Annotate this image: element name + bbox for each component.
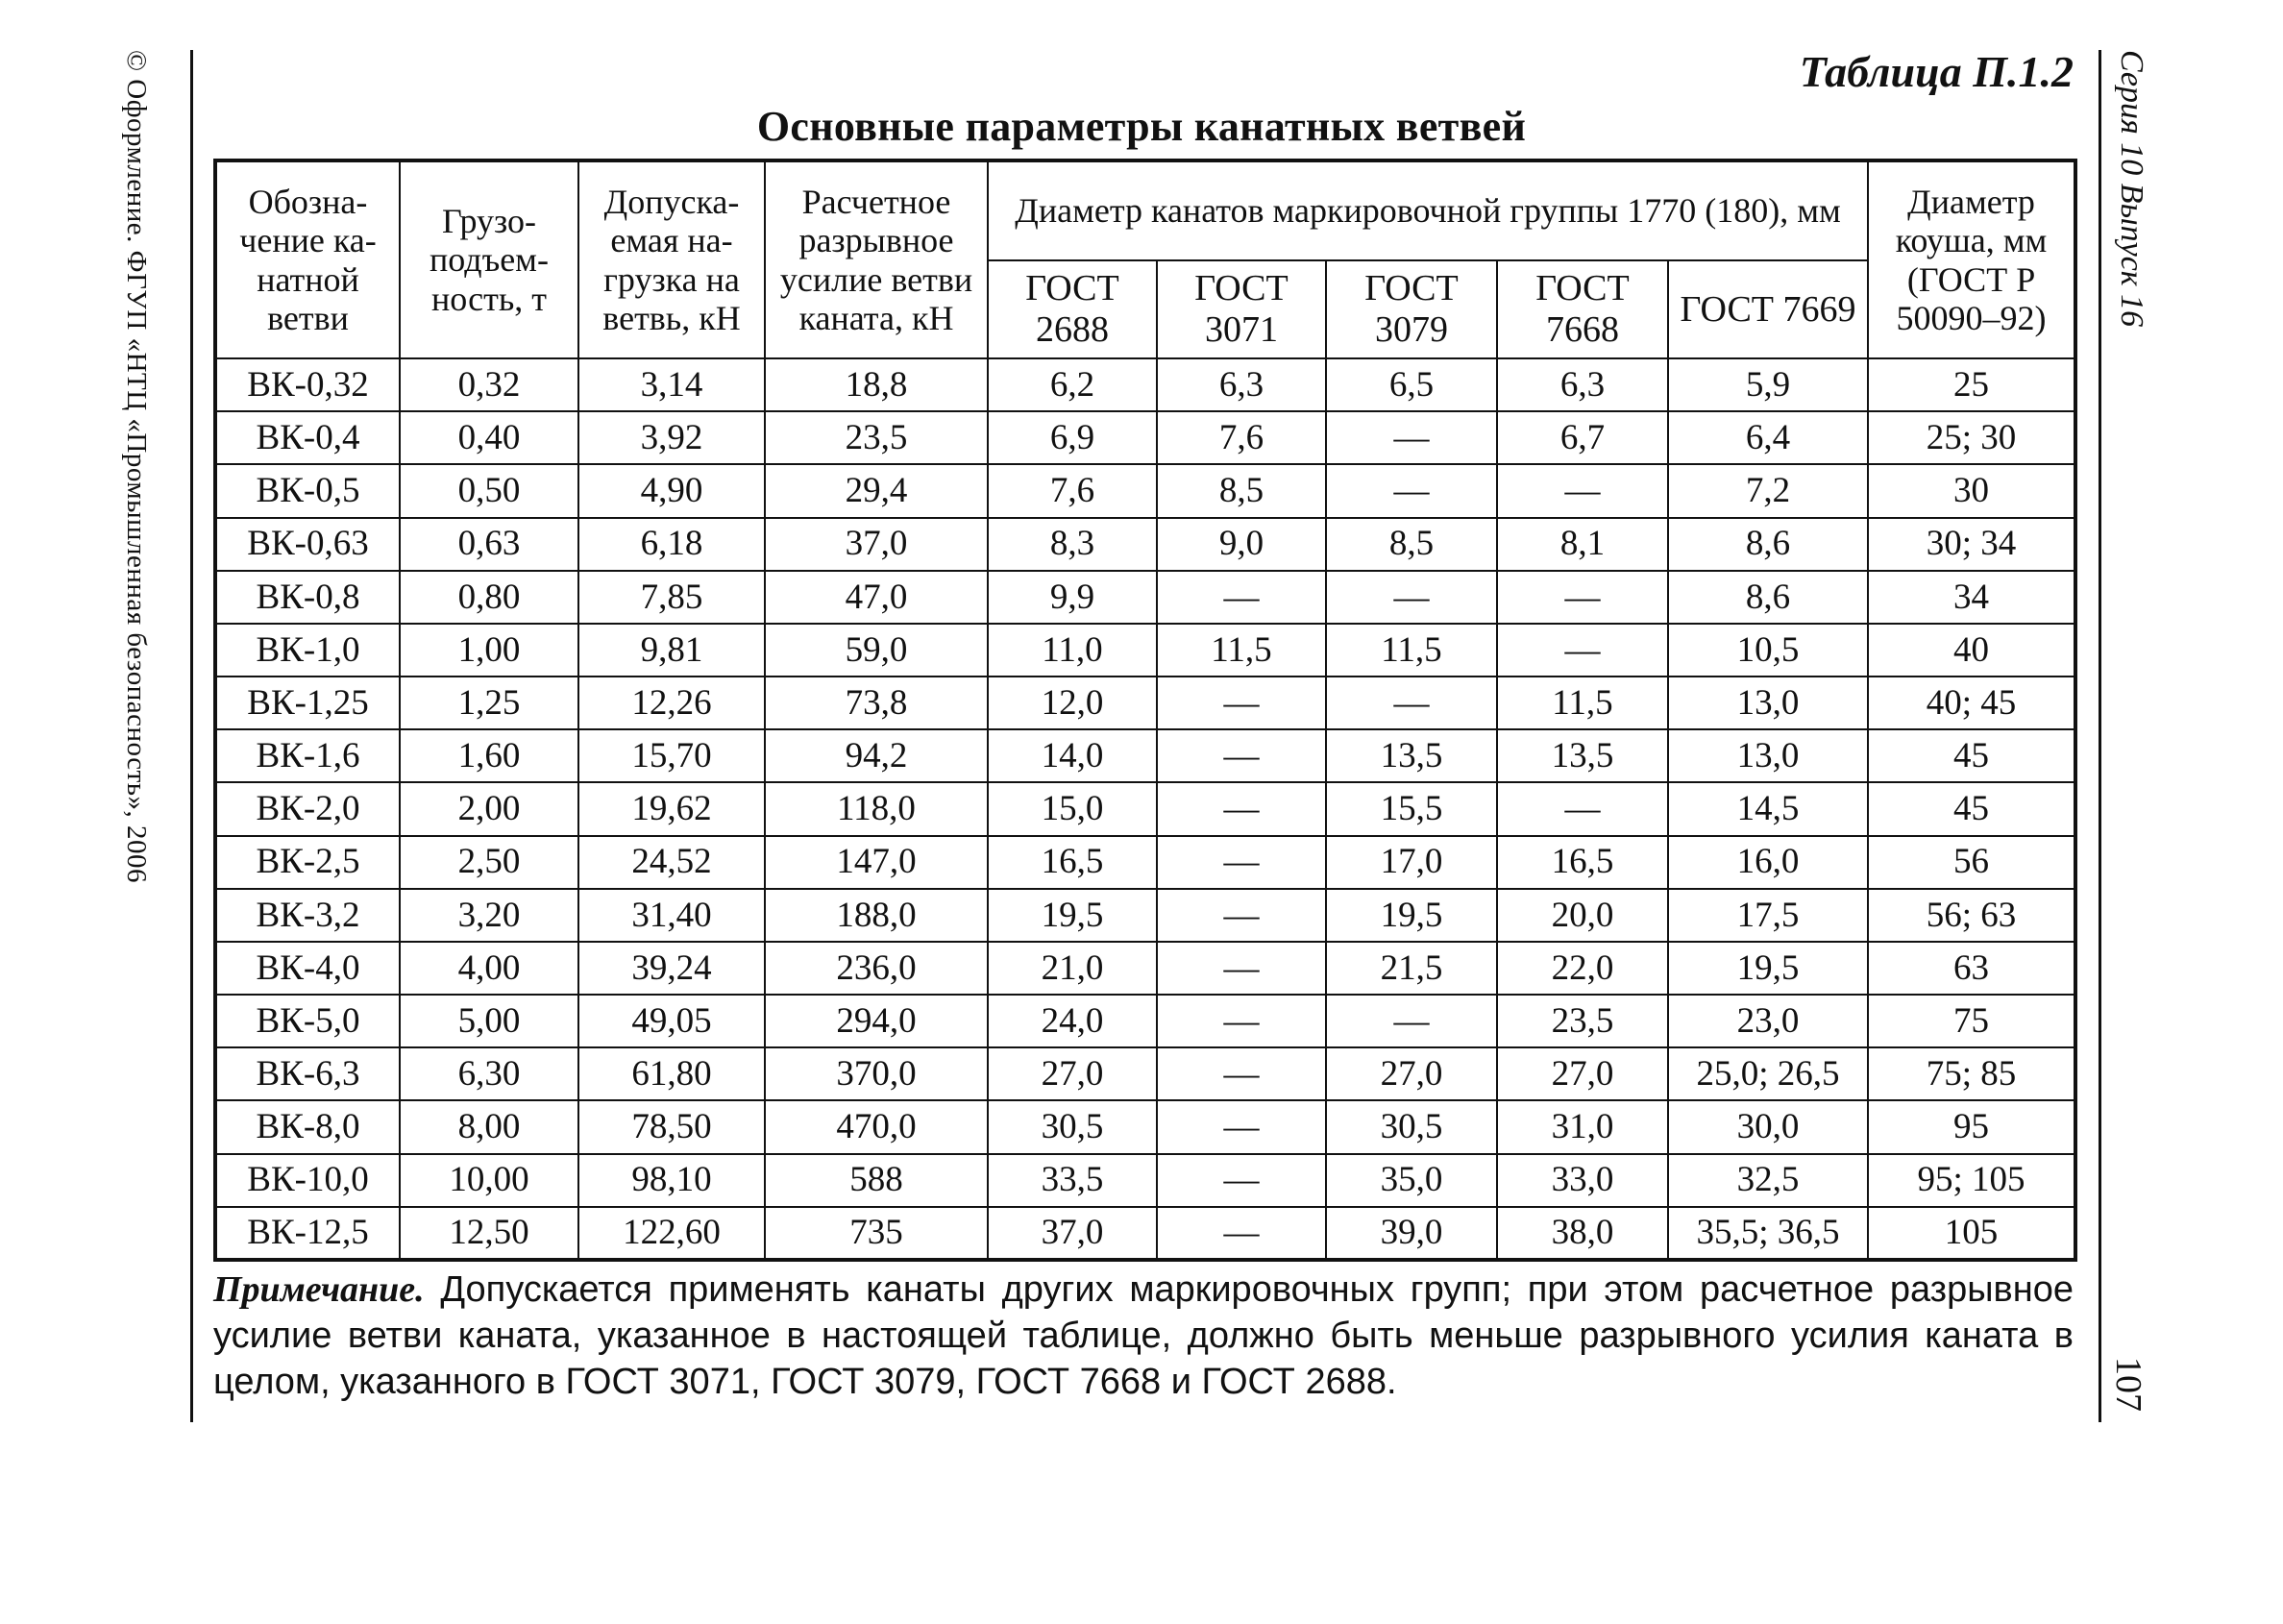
right-margin-rule: [2099, 50, 2101, 1422]
table-cell: 3,20: [400, 889, 578, 942]
table-cell: ВК-3,2: [215, 889, 400, 942]
table-cell: 12,26: [578, 677, 765, 729]
table-cell: 8,6: [1668, 518, 1868, 571]
table-cell: 27,0: [1326, 1047, 1497, 1100]
table-cell: —: [1157, 1100, 1326, 1153]
table-cell: 118,0: [765, 782, 988, 835]
table-cell: 12,50: [400, 1207, 578, 1260]
table-cell: 11,5: [1497, 677, 1668, 729]
table-cell: 31,40: [578, 889, 765, 942]
table-row: [215, 518, 2075, 571]
table-cell: 33,5: [988, 1154, 1157, 1207]
table-cell: 45: [1868, 729, 2075, 782]
table-cell: 35,5; 36,5: [1668, 1207, 1868, 1260]
table-cell: 4,90: [578, 464, 765, 517]
table-row: [215, 411, 2075, 464]
table-cell: ВК-1,6: [215, 729, 400, 782]
table-cell: 9,9: [988, 571, 1157, 624]
table-cell: 8,6: [1668, 571, 1868, 624]
table-cell: 49,05: [578, 995, 765, 1047]
table-cell: —: [1326, 464, 1497, 517]
table-cell: ВК-0,63: [215, 518, 400, 571]
table-cell: 1,00: [400, 624, 578, 677]
table-cell: 0,40: [400, 411, 578, 464]
table-cell: 37,0: [988, 1207, 1157, 1260]
table-cell: 63: [1868, 942, 2075, 995]
table-cell: 4,00: [400, 942, 578, 995]
table-cell: ВК-0,5: [215, 464, 400, 517]
table-row: [215, 677, 2075, 729]
table-cell: 6,3: [1157, 358, 1326, 411]
table-cell: 7,6: [988, 464, 1157, 517]
table-cell: 16,5: [988, 836, 1157, 889]
table-cell: 24,52: [578, 836, 765, 889]
copyright-sidebar: © Оформление. ФГУП «НТЦ «Промышленная безопасность», 2006: [121, 50, 152, 883]
table-cell: 14,5: [1668, 782, 1868, 835]
table-cell: 7,85: [578, 571, 765, 624]
table-cell: 11,5: [1157, 624, 1326, 677]
table-cell: 30: [1868, 464, 2075, 517]
table-cell: 21,0: [988, 942, 1157, 995]
table-cell: 17,5: [1668, 889, 1868, 942]
table-cell: 147,0: [765, 836, 988, 889]
table-cell: 39,24: [578, 942, 765, 995]
table-cell: 6,30: [400, 1047, 578, 1100]
table-cell: —: [1157, 889, 1326, 942]
table-cell: 15,0: [988, 782, 1157, 835]
table-cell: 236,0: [765, 942, 988, 995]
table-cell: 13,0: [1668, 677, 1868, 729]
table-cell: 15,70: [578, 729, 765, 782]
table-cell: —: [1157, 995, 1326, 1047]
table-cell: 122,60: [578, 1207, 765, 1260]
table-cell: 6,7: [1497, 411, 1668, 464]
table-cell: 15,5: [1326, 782, 1497, 835]
table-row: [215, 1047, 2075, 1100]
table-cell: 98,10: [578, 1154, 765, 1207]
header-capacity: Грузо-подъем-ность, т: [400, 160, 578, 358]
table-cell: ВК-0,8: [215, 571, 400, 624]
table-cell: 32,5: [1668, 1154, 1868, 1207]
table-cell: 188,0: [765, 889, 988, 942]
table-body: [215, 358, 2075, 1260]
table-cell: 8,00: [400, 1100, 578, 1153]
table-cell: 2,50: [400, 836, 578, 889]
table-cell: —: [1497, 464, 1668, 517]
table-cell: ВК-6,3: [215, 1047, 400, 1100]
table-cell: 25: [1868, 358, 2075, 411]
table-cell: 588: [765, 1154, 988, 1207]
table-cell: —: [1497, 571, 1668, 624]
table-cell: 94,2: [765, 729, 988, 782]
table-cell: —: [1157, 1207, 1326, 1260]
table-cell: 470,0: [765, 1100, 988, 1153]
table-cell: 73,8: [765, 677, 988, 729]
table-row: [215, 358, 2075, 411]
table-cell: 19,5: [988, 889, 1157, 942]
table-cell: 39,0: [1326, 1207, 1497, 1260]
table-cell: 17,0: [1326, 836, 1497, 889]
table-cell: 0,50: [400, 464, 578, 517]
table-cell: 22,0: [1497, 942, 1668, 995]
table-cell: 13,0: [1668, 729, 1868, 782]
note-text: Допускается применять канаты других маркировочных групп; при этом расчетное разрывное усилие ветви каната, указанное в настоящей таблице, должно быть меньше разрывного усилия каната в целом, указанного в ГОСТ 3071, ГОСТ 3079, ГОСТ 7668 и ГОСТ 2688.: [213, 1269, 2074, 1402]
table-cell: 30; 34: [1868, 518, 2075, 571]
table-cell: 75: [1868, 995, 2075, 1047]
table-cell: —: [1157, 942, 1326, 995]
table-title: Основные параметры канатных ветвей: [756, 103, 1527, 150]
table-row: [215, 571, 2075, 624]
table-cell: 11,0: [988, 624, 1157, 677]
table-cell: 35,0: [1326, 1154, 1497, 1207]
table-cell: 30,5: [988, 1100, 1157, 1153]
note-label: Примечание.: [213, 1269, 425, 1310]
table-cell: 0,63: [400, 518, 578, 571]
table-cell: 56: [1868, 836, 2075, 889]
table-cell: 8,5: [1326, 518, 1497, 571]
table-row: [215, 942, 2075, 995]
table-cell: 34: [1868, 571, 2075, 624]
header-designation: Обозна-чение ка-натной ветви: [215, 160, 400, 358]
table-cell: 6,18: [578, 518, 765, 571]
table-cell: 25,0; 26,5: [1668, 1047, 1868, 1100]
table-cell: ВК-1,25: [215, 677, 400, 729]
table-cell: 370,0: [765, 1047, 988, 1100]
table-cell: ВК-4,0: [215, 942, 400, 995]
table-cell: —: [1497, 624, 1668, 677]
table-cell: 735: [765, 1207, 988, 1260]
table-note: [213, 1267, 2074, 1405]
table-cell: 33,0: [1497, 1154, 1668, 1207]
table-cell: 19,5: [1668, 942, 1868, 995]
table-row: [215, 729, 2075, 782]
table-cell: 20,0: [1497, 889, 1668, 942]
table-cell: —: [1157, 571, 1326, 624]
table-cell: ВК-0,32: [215, 358, 400, 411]
table-cell: 10,5: [1668, 624, 1868, 677]
table-cell: ВК-1,0: [215, 624, 400, 677]
rope-parameters-table: [213, 159, 2077, 1262]
table-cell: ВК-12,5: [215, 1207, 400, 1260]
table-cell: ВК-0,4: [215, 411, 400, 464]
table-cell: 40; 45: [1868, 677, 2075, 729]
table-cell: 12,0: [988, 677, 1157, 729]
table-cell: 7,6: [1157, 411, 1326, 464]
table-cell: 3,14: [578, 358, 765, 411]
table-cell: 23,0: [1668, 995, 1868, 1047]
header-rope-diameter-group: Диаметр канатов маркировочной группы 1770 (180), мм: [988, 160, 1868, 260]
table-cell: 9,0: [1157, 518, 1326, 571]
table-cell: 31,0: [1497, 1100, 1668, 1153]
table-cell: —: [1157, 1154, 1326, 1207]
header-gost-7669: ГОСТ 7669: [1668, 260, 1868, 358]
header-permissible-load: Допуска-емая на-грузка на ветвь, кН: [578, 160, 765, 358]
table-cell: 10,00: [400, 1154, 578, 1207]
table-cell: 30,0: [1668, 1100, 1868, 1153]
table-cell: 47,0: [765, 571, 988, 624]
header-gost-3071: ГОСТ 3071: [1157, 260, 1326, 358]
table-row: [215, 1207, 2075, 1260]
table-cell: 13,5: [1497, 729, 1668, 782]
table-cell: 19,5: [1326, 889, 1497, 942]
table-cell: 40: [1868, 624, 2075, 677]
table-cell: 6,5: [1326, 358, 1497, 411]
series-sidebar: Серия 10 Выпуск 16: [2114, 50, 2149, 328]
table-cell: 6,9: [988, 411, 1157, 464]
table-cell: —: [1157, 729, 1326, 782]
table-cell: 78,50: [578, 1100, 765, 1153]
table-cell: 8,1: [1497, 518, 1668, 571]
table-row: [215, 624, 2075, 677]
table-row: [215, 782, 2075, 835]
table-cell: 16,0: [1668, 836, 1868, 889]
table-cell: —: [1157, 1047, 1326, 1100]
header-thimble-diameter: Диаметр коуша, мм (ГОСТ Р 50090–92): [1868, 160, 2075, 358]
table-cell: —: [1326, 411, 1497, 464]
table-cell: 7,2: [1668, 464, 1868, 517]
table-cell: 21,5: [1326, 942, 1497, 995]
table-cell: 59,0: [765, 624, 988, 677]
table-cell: 1,25: [400, 677, 578, 729]
table-cell: —: [1326, 677, 1497, 729]
table-cell: ВК-10,0: [215, 1154, 400, 1207]
table-row: [215, 889, 2075, 942]
table-cell: —: [1157, 782, 1326, 835]
table-cell: 13,5: [1326, 729, 1497, 782]
table-cell: 14,0: [988, 729, 1157, 782]
table-cell: 30,5: [1326, 1100, 1497, 1153]
table-cell: 18,8: [765, 358, 988, 411]
table-cell: —: [1157, 677, 1326, 729]
table-cell: 61,80: [578, 1047, 765, 1100]
table-cell: 105: [1868, 1207, 2075, 1260]
table-cell: 24,0: [988, 995, 1157, 1047]
table-cell: —: [1326, 571, 1497, 624]
table-cell: —: [1157, 836, 1326, 889]
table-cell: 5,9: [1668, 358, 1868, 411]
table-row: [215, 1154, 2075, 1207]
table-cell: 19,62: [578, 782, 765, 835]
table-cell: 8,3: [988, 518, 1157, 571]
table-cell: 1,60: [400, 729, 578, 782]
table-cell: 25; 30: [1868, 411, 2075, 464]
table-cell: 3,92: [578, 411, 765, 464]
page-number: 107: [2108, 1357, 2148, 1412]
table-cell: 95; 105: [1868, 1154, 2075, 1207]
table-cell: 16,5: [1497, 836, 1668, 889]
table-row: [215, 995, 2075, 1047]
table-row: [215, 836, 2075, 889]
table-cell: 45: [1868, 782, 2075, 835]
table-cell: 38,0: [1497, 1207, 1668, 1260]
table-cell: ВК-2,5: [215, 836, 400, 889]
table-row: [215, 1100, 2075, 1153]
header-gost-7668: ГОСТ 7668: [1497, 260, 1668, 358]
table-cell: 294,0: [765, 995, 988, 1047]
table-cell: 27,0: [1497, 1047, 1668, 1100]
table-cell: 27,0: [988, 1047, 1157, 1100]
table-cell: 6,2: [988, 358, 1157, 411]
table-cell: 11,5: [1326, 624, 1497, 677]
table-cell: 8,5: [1157, 464, 1326, 517]
table-cell: 5,00: [400, 995, 578, 1047]
table-cell: 6,3: [1497, 358, 1668, 411]
table-cell: ВК-5,0: [215, 995, 400, 1047]
table-cell: ВК-8,0: [215, 1100, 400, 1153]
table-cell: 29,4: [765, 464, 988, 517]
table-cell: 23,5: [765, 411, 988, 464]
table-cell: ВК-2,0: [215, 782, 400, 835]
table-row: [215, 464, 2075, 517]
table-cell: 2,00: [400, 782, 578, 835]
table-cell: 56; 63: [1868, 889, 2075, 942]
left-margin-rule: [190, 50, 193, 1422]
table-cell: 95: [1868, 1100, 2075, 1153]
table-label: Таблица П.1.2: [1799, 47, 2074, 96]
table-cell: 37,0: [765, 518, 988, 571]
table-cell: 0,32: [400, 358, 578, 411]
table-cell: 23,5: [1497, 995, 1668, 1047]
table-cell: —: [1497, 782, 1668, 835]
table-cell: 9,81: [578, 624, 765, 677]
header-gost-3079: ГОСТ 3079: [1326, 260, 1497, 358]
header-gost-2688: ГОСТ 2688: [988, 260, 1157, 358]
header-breaking-force: Расчетное разрывное усилие ветви каната, кН: [765, 160, 988, 358]
table-cell: 6,4: [1668, 411, 1868, 464]
table-cell: —: [1326, 995, 1497, 1047]
table-cell: 75; 85: [1868, 1047, 2075, 1100]
table-cell: 0,80: [400, 571, 578, 624]
